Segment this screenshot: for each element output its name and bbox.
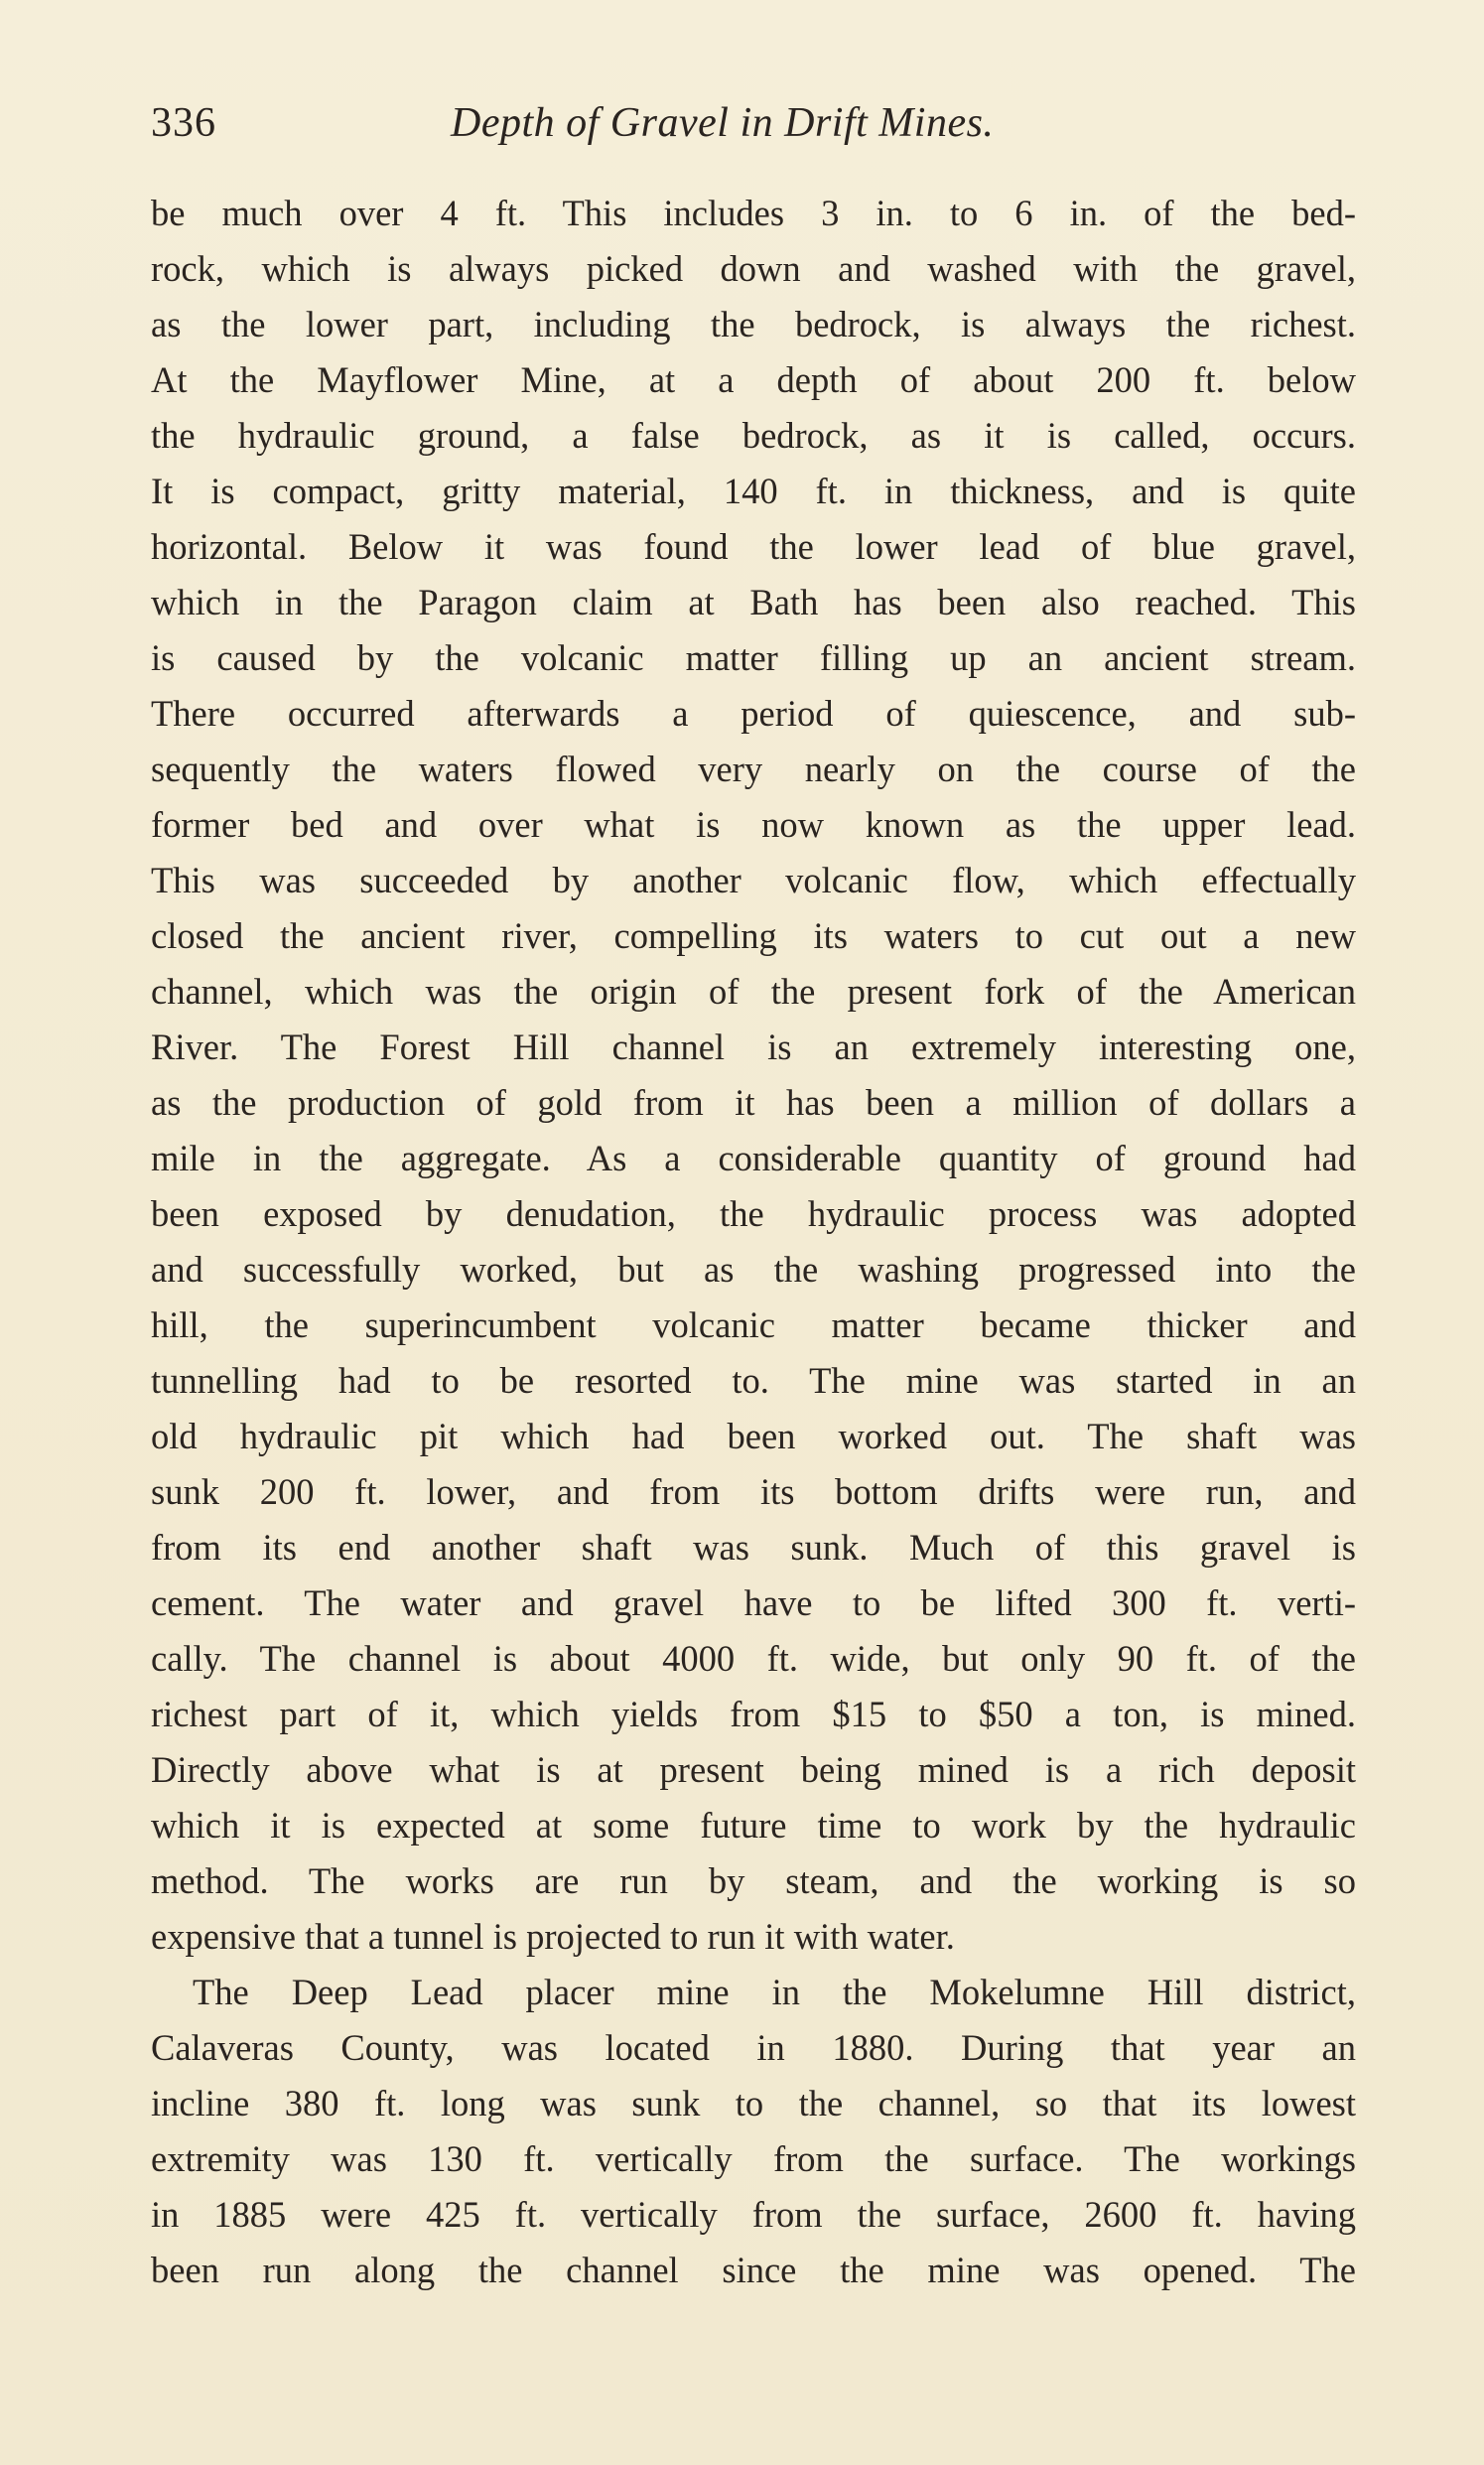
text-line: cement. The water and gravel have to be lifted 300 ft. verti- — [151, 1582, 1356, 1623]
text-line: Directly above what is at present being mined is a rich deposit — [151, 1749, 1356, 1790]
text-line: closed the ancient river, compelling its waters to cut out a new — [151, 915, 1356, 956]
text-line: been exposed by denudation, the hydraulic process was adopted — [151, 1193, 1356, 1234]
paragraph — [151, 1965, 1356, 2298]
text-line: expensive that a tunnel is projected to run it with water. — [151, 1916, 955, 1957]
text-line: as the lower part, including the bedrock, is always the richest. — [151, 304, 1356, 344]
text-line: At the Mayflower Mine, at a depth of about 200 ft. below — [151, 359, 1356, 400]
text-line: sunk 200 ft. lower, and from its bottom drifts were run, and — [151, 1471, 1356, 1512]
text-line: method. The works are run by steam, and the working is so — [151, 1860, 1356, 1901]
text-line: hill, the superincumbent volcanic matter became thicker and — [151, 1304, 1356, 1345]
text-line: which it is expected at some future time to work by the hydraulic — [151, 1805, 1356, 1846]
text-line: River. The Forest Hill channel is an extremely interesting one, — [151, 1027, 1356, 1067]
text-line: mile in the aggregate. As a considerable quantity of ground had — [151, 1138, 1356, 1178]
running-head — [151, 99, 1362, 159]
text-line: Calaveras County, was located in 1880. During that year an — [151, 2027, 1356, 2068]
text-line: is caused by the volcanic matter filling up an ancient stream. — [151, 637, 1356, 678]
text-line: horizontal. Below it was found the lower lead of blue gravel, — [151, 526, 1356, 567]
text-line: the hydraulic ground, a false bedrock, as it is called, occurs. — [151, 415, 1356, 456]
text-line: in 1885 were 425 ft. vertically from the surface, 2600 ft. having — [151, 2194, 1356, 2235]
text-line: which in the Paragon claim at Bath has been also reached. This — [151, 582, 1356, 622]
text-line: former bed and over what is now known as the upper lead. — [151, 804, 1356, 845]
text-line: be much over 4 ft. This includes 3 in. to 6 in. of the bed- — [151, 193, 1356, 233]
text-line: sequently the waters flowed very nearly on the course of the — [151, 749, 1356, 789]
text-line: and successfully worked, but as the washing progressed into the — [151, 1249, 1356, 1290]
text-line: cally. The channel is about 4000 ft. wide, but only 90 ft. of the — [151, 1638, 1356, 1679]
text-line: tunnelling had to be resorted to. The mine was started in an — [151, 1360, 1356, 1401]
text-line: as the production of gold from it has been a million of dollars a — [151, 1082, 1356, 1123]
text-line: channel, which was the origin of the present fork of the American — [151, 971, 1356, 1012]
text-line: richest part of it, which yields from $15 to $50 a ton, is mined. — [151, 1694, 1356, 1734]
text-line: It is compact, gritty material, 140 ft. in thickness, and is quite — [151, 471, 1356, 511]
text-line: old hydraulic pit which had been worked out. The shaft was — [151, 1416, 1356, 1456]
text-line: The Deep Lead placer mine in the Mokelumne Hill district, — [193, 1972, 1356, 2012]
running-title: Depth of Gravel in Drift Mines. — [451, 100, 995, 146]
text-line: incline 380 ft. long was sunk to the channel, so that its lowest — [151, 2083, 1356, 2123]
body-text — [151, 186, 1356, 2298]
text-line: rock, which is always picked down and washed with the gravel, — [151, 248, 1356, 289]
text-line: from its end another shaft was sunk. Much of this gravel is — [151, 1527, 1356, 1568]
paragraph — [151, 186, 1356, 1965]
page-number: 336 — [151, 100, 216, 146]
text-line: extremity was 130 ft. vertically from the surface. The workings — [151, 2138, 1356, 2179]
text-line: This was succeeded by another volcanic flow, which effectually — [151, 860, 1356, 900]
text-line: been run along the channel since the mine was opened. The — [151, 2250, 1356, 2290]
text-line: There occurred afterwards a period of quiescence, and sub- — [151, 693, 1356, 734]
